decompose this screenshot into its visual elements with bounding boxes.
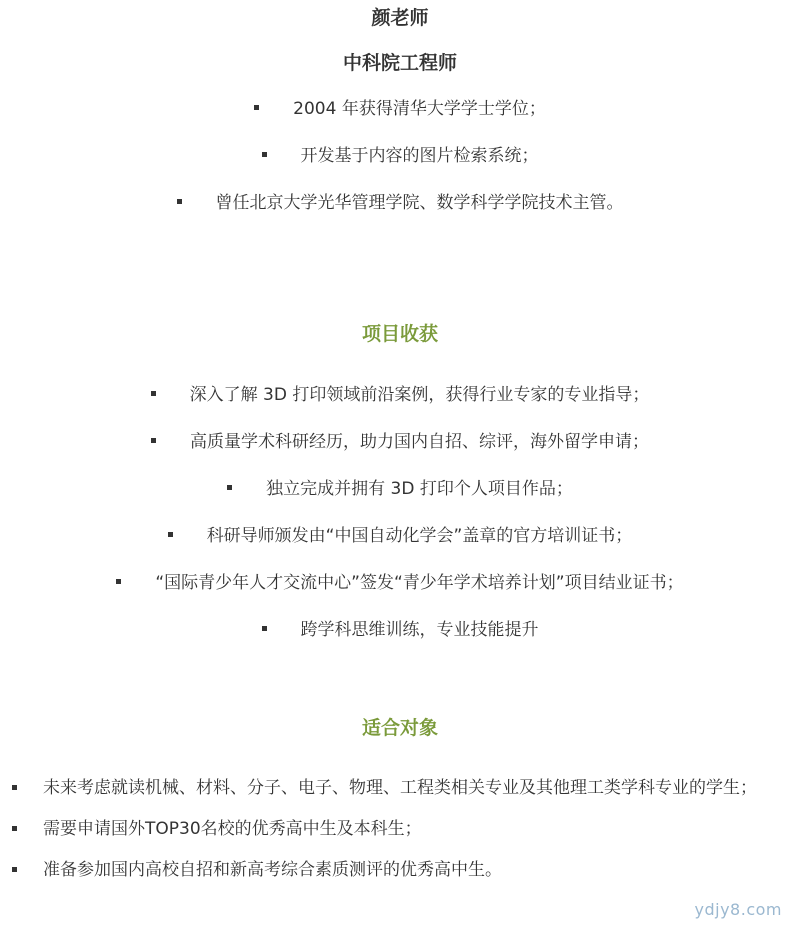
list-item-text: 独立完成并拥有 3D 打印个人项目作品；: [266, 479, 573, 499]
teacher-credentials-list: [0, 97, 800, 238]
list-item-text: 2004 年获得清华大学学士学位；: [293, 99, 546, 119]
square-bullet-icon: [262, 626, 267, 631]
list-item-text: 深入了解 3D 打印领域前沿案例，获得行业专家的专业指导；: [189, 385, 650, 405]
list-item-text: 开发基于内容的图片检索系统；: [300, 146, 539, 166]
list-item: [0, 144, 800, 191]
section-heading-gains: 项目收获: [361, 323, 438, 345]
list-item: [0, 851, 780, 889]
list-item-text: 曾任北京大学光华管理学院、数学科学学院技术主管。: [215, 193, 624, 213]
teacher-name: 颜老师: [371, 7, 429, 29]
list-item: [0, 191, 800, 238]
section-heading-audience: 适合对象: [361, 717, 438, 739]
audience-list: [0, 769, 780, 892]
list-item: [0, 97, 800, 144]
list-item-text: 未来考虑就读机械、材料、分子、电子、物理、工程类相关专业及其他理工类学科专业的学生；: [43, 778, 757, 798]
square-bullet-icon: [177, 199, 182, 204]
watermark: ydjy8.com: [694, 900, 782, 919]
list-item: [0, 571, 800, 618]
list-item: [0, 430, 800, 477]
square-bullet-icon: [116, 579, 121, 584]
list-item: [0, 769, 780, 807]
square-bullet-icon: [262, 152, 267, 157]
list-item-text: 科研导师颁发由“中国自动化学会”盖章的官方培训证书；: [206, 526, 633, 546]
square-bullet-icon: [12, 785, 17, 790]
gains-list: [0, 383, 800, 665]
square-bullet-icon: [254, 105, 259, 110]
list-item: [0, 524, 800, 571]
square-bullet-icon: [168, 532, 173, 537]
square-bullet-icon: [227, 485, 232, 490]
list-item-text: 准备参加国内高校自招和新高考综合素质测评的优秀高中生。: [43, 860, 502, 880]
list-item-text: 需要申请国外TOP30名校的优秀高中生及本科生；: [43, 819, 422, 839]
square-bullet-icon: [151, 438, 156, 443]
list-item-text: “国际青少年人才交流中心”签发“青少年学术培养计划”项目结业证书；: [155, 573, 684, 593]
square-bullet-icon: [151, 391, 156, 396]
list-item: [0, 477, 800, 524]
teacher-title: 中科院工程师: [342, 52, 457, 74]
square-bullet-icon: [12, 826, 17, 831]
list-item: [0, 618, 800, 665]
list-item-text: 高质量学术科研经历，助力国内自招、综评，海外留学申请；: [190, 432, 649, 452]
square-bullet-icon: [12, 867, 17, 872]
list-item-text: 跨学科思维训练，专业技能提升: [300, 620, 539, 640]
list-item: [0, 810, 780, 848]
list-item: [0, 383, 800, 430]
